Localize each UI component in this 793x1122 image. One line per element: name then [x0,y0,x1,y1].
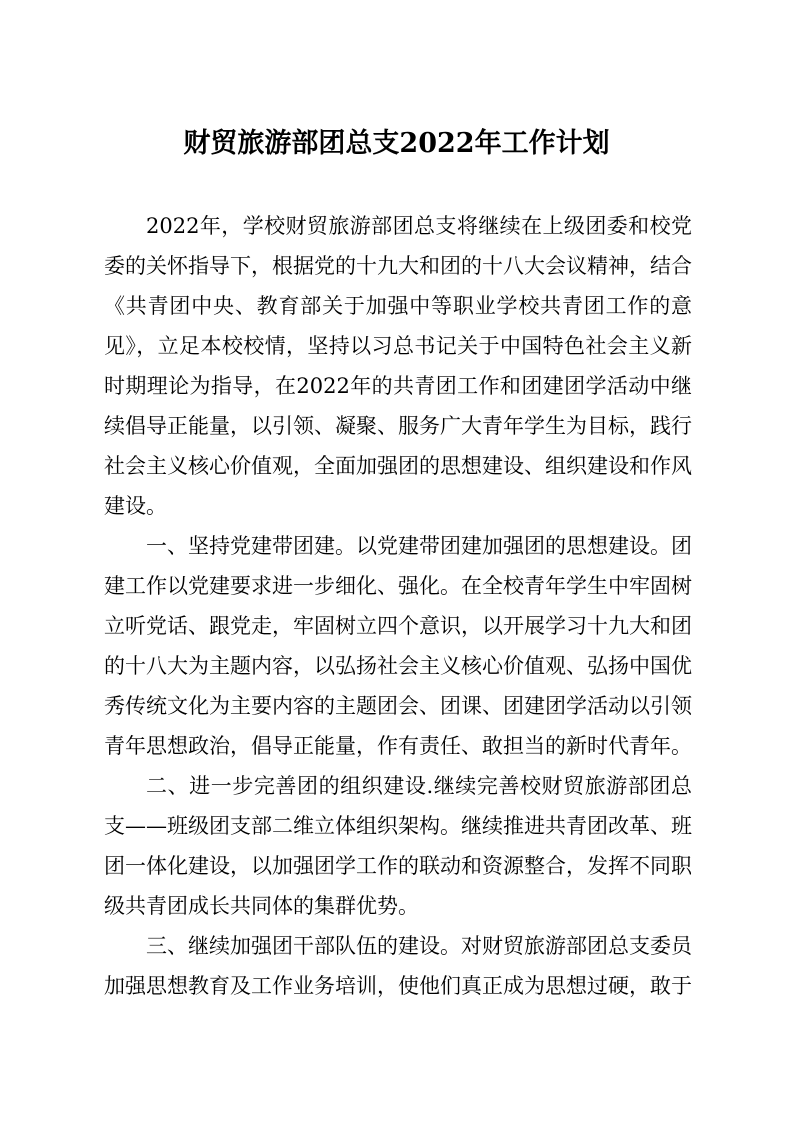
paragraph-line: 时期理论为指导，在2022年的共青团工作和团建团学活动中继 [104,374,692,398]
paragraph-line: 建工作以党建要求进一步细化、强化。在全校青年学生中牢固树 [104,574,692,598]
paragraph-line: 续倡导正能量，以引领、凝聚、服务广大青年学生为目标，践行 [104,414,692,438]
document-title: 财贸旅游部团总支2022年工作计划 [183,128,610,159]
paragraph-line: 见》，立足本校校情，坚持以习总书记关于中国特色社会主义新 [104,334,692,358]
paragraph-line: 的十八大为主题内容，以弘扬社会主义核心价值观、弘扬中国优 [104,654,692,678]
paragraph-line: 秀传统文化为主要内容的主题团会、团课、团建团学活动以引领 [104,694,692,718]
paragraph-line: 《共青团中央、教育部关于加强中等职业学校共青团工作的意 [104,294,692,318]
paragraph-line: 二、进一步完善团的组织建设.继续完善校财贸旅游部团总 [146,774,692,798]
paragraph-line: 团一体化建设，以加强团学工作的联动和资源整合，发挥不同职 [104,854,692,878]
paragraph-line: 支——班级团支部二维立体组织架构。继续推进共青团改革、班 [104,814,692,838]
paragraph-line: 立听党话、跟党走，牢固树立四个意识，以开展学习十九大和团 [104,614,692,638]
paragraph-line: 2022年，学校财贸旅游部团总支将继续在上级团委和校党 [146,214,692,238]
paragraph-line: 建设。 [104,494,167,518]
paragraph-line: 加强思想教育及工作业务培训，使他们真正成为思想过硬，敢于 [104,974,692,998]
paragraph-line: 社会主义核心价值观，全面加强团的思想建设、组织建设和作风 [104,454,692,478]
paragraph-line: 三、继续加强团干部队伍的建设。对财贸旅游部团总支委员 [146,934,692,958]
paragraph-section-3 [104,926,692,1006]
paragraph-line: 级共青团成长共同体的集群优势。 [104,894,419,918]
paragraph-line: 委的关怀指导下，根据党的十九大和团的十八大会议精神，结合 [104,254,692,278]
paragraph-section-2 [104,766,692,926]
document-body [104,206,692,1006]
paragraph-section-1 [104,526,692,766]
paragraph-line: 一、坚持党建带团建。以党建带团建加强团的思想建设。团 [146,534,692,558]
paragraph-intro [104,206,692,526]
paragraph-line: 青年思想政治，倡导正能量，作有责任、敢担当的新时代青年。 [104,734,692,758]
